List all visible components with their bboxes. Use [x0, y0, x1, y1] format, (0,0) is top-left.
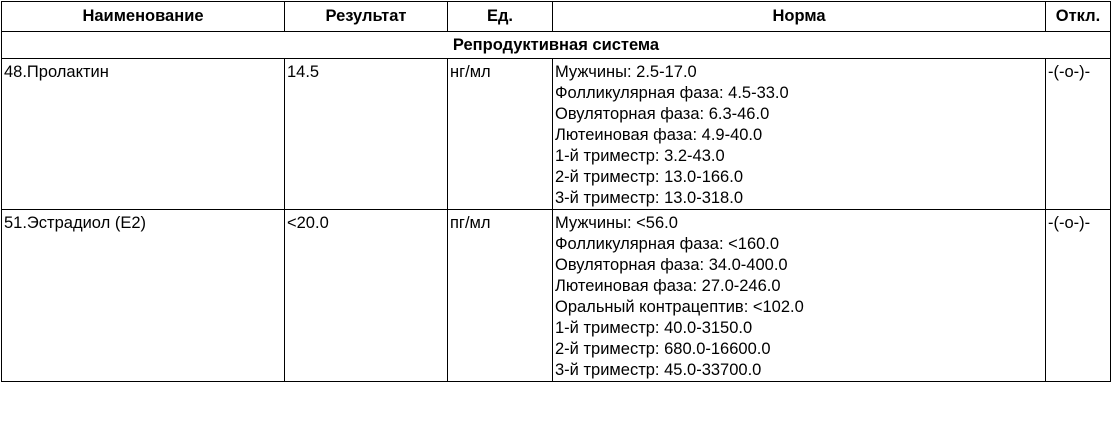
norm-line: 3-й триместр: 13.0-318.0: [555, 189, 743, 207]
lab-results-table: [1, 1, 1111, 382]
test-name: 51.Эстрадиол (E2): [2, 210, 285, 382]
norm-line: 2-й триместр: 13.0-166.0: [555, 168, 743, 186]
norm-line: 3-й триместр: 45.0-33700.0: [555, 361, 762, 379]
test-deviation: -(-o-)-: [1046, 210, 1111, 382]
norm-line: Овуляторная фаза: 34.0-400.0: [555, 256, 788, 274]
header-name: Наименование: [2, 2, 285, 32]
table-row: [2, 210, 1111, 382]
header-unit: Ед.: [448, 2, 553, 32]
norm-line: 1-й триместр: 3.2-43.0: [555, 147, 725, 165]
norm-line: 2-й триместр: 680.0-16600.0: [555, 340, 771, 358]
header-deviation: Откл.: [1046, 2, 1111, 32]
test-unit: нг/мл: [448, 59, 553, 210]
norm-line: Овуляторная фаза: 6.3-46.0: [555, 105, 770, 123]
header-row: [2, 2, 1111, 32]
section-title: Репродуктивная система: [2, 32, 1111, 59]
test-result: <20.0: [285, 210, 448, 382]
test-norm: [553, 210, 1046, 382]
norm-line: Фолликулярная фаза: <160.0: [555, 235, 780, 253]
norm-line: Лютеиновая фаза: 27.0-246.0: [555, 277, 781, 295]
table-row: [2, 59, 1111, 210]
test-norm: [553, 59, 1046, 210]
norm-line: Мужчины: <56.0: [555, 214, 678, 232]
test-result: 14.5: [285, 59, 448, 210]
norm-line: Фолликулярная фаза: 4.5-33.0: [555, 84, 789, 102]
header-norm: Норма: [553, 2, 1046, 32]
norm-line: Оральный контрацептив: <102.0: [555, 298, 804, 316]
section-row: [2, 32, 1111, 59]
norm-line: 1-й триместр: 40.0-3150.0: [555, 319, 753, 337]
header-result: Результат: [285, 2, 448, 32]
norm-line: Лютеиновая фаза: 4.9-40.0: [555, 126, 763, 144]
test-deviation: -(-o-)-: [1046, 59, 1111, 210]
norm-line: Мужчины: 2.5-17.0: [555, 63, 697, 81]
test-unit: пг/мл: [448, 210, 553, 382]
test-name: 48.Пролактин: [2, 59, 285, 210]
